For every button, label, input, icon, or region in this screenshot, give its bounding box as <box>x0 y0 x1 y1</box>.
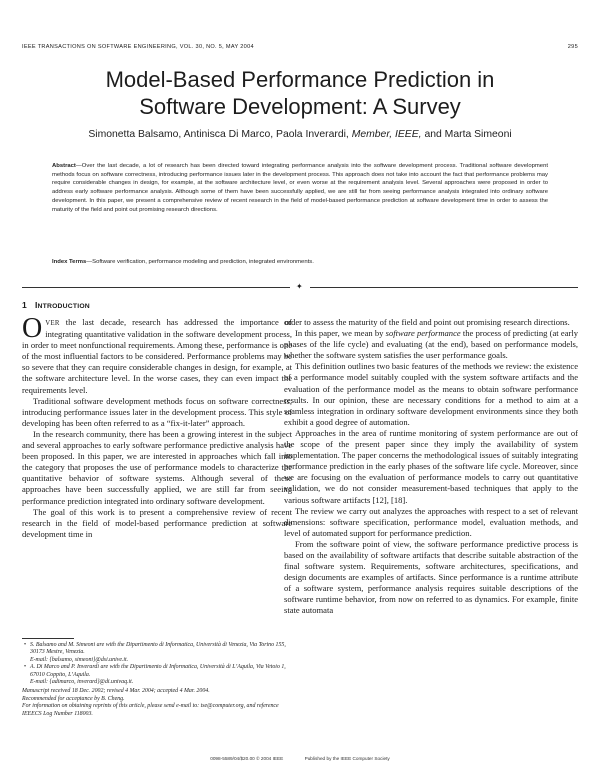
index-terms-label: Index Terms <box>52 259 87 265</box>
emphasis: software performance <box>385 328 461 339</box>
section-title-rest: NTRODUCTION <box>37 303 90 310</box>
footnote-reprints: For information on obtaining reprints of this article, please send e-mail to: tse@computer.org, and reference IEEECS Log Number 118003. <box>22 703 279 717</box>
footnote-email: E-mail: {adimarco, inverard}@di.univaq.it. <box>30 679 134 686</box>
title-line-1: Model-Based Performance Prediction in <box>105 67 495 92</box>
bullet-icon: • <box>24 664 27 671</box>
paragraph <box>22 313 292 396</box>
paragraph: The review we carry out analyzes the approaches with respect to a set of relevant dimensions: software specification, performance model, evaluation methods, and level of automated support for performance prediction. <box>284 505 578 538</box>
title-line-2: Software Development: A Survey <box>139 94 461 119</box>
footnote-affiliation: • A. Di Marco and P. Inverardi are with the Dipartimento di Informatica, Università di L’Aquila, Via Vetoio 1, 67010 Coppito, L’Aquila. <box>24 664 286 678</box>
abstract-text: —Over the last decade, a lot of research has been directed toward integrating performance analysis into the software development process. Traditional software development methods focus on software correctness, introducing performance issues later in the development process. This approach does not take into account the fact that performance problems may require considerable changes in design, for example, at the software architecture level, or even worse at the requirement analysis level. Several approaches were proposed in order to address early software performance analysis. Although some of them have been successfully applied, we are still far from seeing performance analysis integrated into ordinary software development. In this paper, we present a comprehensive review of recent research in the field of model-based performance prediction at software development time in order to assess the maturity of the field and point out promising research directions. <box>52 163 548 213</box>
author-list <box>20 129 580 140</box>
footnote-recommended: Recommended for acceptance by B. Cheng. <box>22 695 125 702</box>
paragraph-text: the last decade, research has addressed the importance of integrating quantitative validation in the software development process, in order to meet nonfunctional requirements. Among these, performance is one of the most influential factors to be considered. Performance problems may be so severe that they can require considerable changes in design, for example, at the software architecture level. In the worse cases, they can even impact the requirements level. <box>22 317 292 395</box>
page-footer <box>0 756 600 761</box>
section-title-initial: I <box>34 300 38 310</box>
divider-diamond-icon: ✦ <box>296 282 303 291</box>
section-divider <box>22 283 578 291</box>
author-names: Simonetta Balsamo, Antinisca Di Marco, Paola Inverardi, <box>88 129 349 140</box>
abstract-label: Abstract <box>52 163 76 169</box>
footnote-rule <box>22 638 74 639</box>
footnote-email: E-mail: {balsamo, simeoni}@dsi.unive.it. <box>30 656 129 663</box>
page-number: 295 <box>567 44 578 50</box>
left-column <box>22 313 292 540</box>
author-membership: Member, IEEE, <box>351 129 422 140</box>
index-terms-text: —Software verification, performance modeling and prediction, integrated environments. <box>86 259 314 265</box>
footer-publisher: Published by the IEEE Computer Society <box>304 756 390 761</box>
paragraph: From the software point of view, the software performance predictive process is based on the availability of software artifacts that describe suitable abstraction of the final software system. Requirements, software architectures, specifications, and design documents are examples of artifacts. Since performance is a runtime attribute of a software system, performance analysis requires suitable descriptions of the software runtime behavior, from now on referred to as dynamics. For example, finite state automata <box>284 538 578 616</box>
footnote-received: Manuscript received 18 Dec. 2002; revised 4 Mar. 2004; accepted 4 Mar. 2004. <box>22 688 210 695</box>
paragraph: This definition outlines two basic features of the methods we review: the existence of a performance model suitably coupled with the system software artifacts and the evaluation of the performance model as the means to obtain software performance results. In our opinion, these are necessary conditions for a method to aim at a seamless integration in ordinary software development environments since they both exhibit a good degree of automation. <box>284 361 578 427</box>
footer-copyright: 0098-5589/04/$20.00 © 2004 IEEE <box>210 756 284 761</box>
paragraph: In this paper, we mean by software performance the process of predicting (at early phases of the life cycle) and evaluating (at the end), based on performance models, whether the software system satisfies the user performance goals. <box>284 328 578 361</box>
section-heading <box>22 300 90 310</box>
paragraph: order to assess the maturity of the field and point out promising research directions. <box>284 317 570 327</box>
footnote-affiliation: • S. Balsamo and M. Simeoni are with the Dipartimento di Informatica, Università di Venezia, Via Torino 155, 30173 Mestre, Venezia. <box>24 642 286 656</box>
paper-title <box>20 66 580 120</box>
bullet-icon: • <box>24 642 27 648</box>
footnotes <box>22 642 292 718</box>
drop-cap: O <box>22 313 43 344</box>
right-column <box>284 317 578 617</box>
index-terms <box>52 258 548 267</box>
running-head <box>22 44 578 54</box>
section-number: 1 <box>22 300 27 310</box>
paragraph: Traditional software development methods focus on software correctness, introducing performance issues later in the development process. This style of developing has been often referred to as a “fix-it-later” approach. <box>22 395 292 428</box>
divider-line-right <box>310 287 578 288</box>
paragraph: Approaches in the area of runtime monitoring of system performance are out of the scope of the present paper since they imply the availability of system implementation. The paper concerns the methodological issues of suitably integrating performance prediction in the early phases of the software life cycle. Moreover, since we are focusing on the evaluation of performance models to carry out quantitative validation, we do not consider measurement-based techniques that apply to the various software artifacts [12], [18]. <box>284 427 578 505</box>
author-last: and Marta Simeoni <box>424 129 512 140</box>
abstract <box>52 162 548 214</box>
journal-header: IEEE TRANSACTIONS ON SOFTWARE ENGINEERING, VOL. 30, NO. 5, MAY 2004 <box>22 44 254 50</box>
paragraph: In the research community, there has been a growing interest in the subject and several approaches to early software performance predictive analysis have been proposed. In this paper, we are interested in approaches which fall into the category that proposes the use of performance models to characterize the quantitative behavior of software systems. Although several of these approaches have been successfully applied, we are still far from seeing performance prediction integrated into ordinary software development. <box>22 428 292 506</box>
paragraph: The goal of this work is to present a comprehensive review of recent research in the field of model-based performance prediction at software development time in <box>22 506 292 539</box>
divider-line-left <box>22 287 290 288</box>
drop-cap-smallcaps: VER <box>45 320 60 327</box>
